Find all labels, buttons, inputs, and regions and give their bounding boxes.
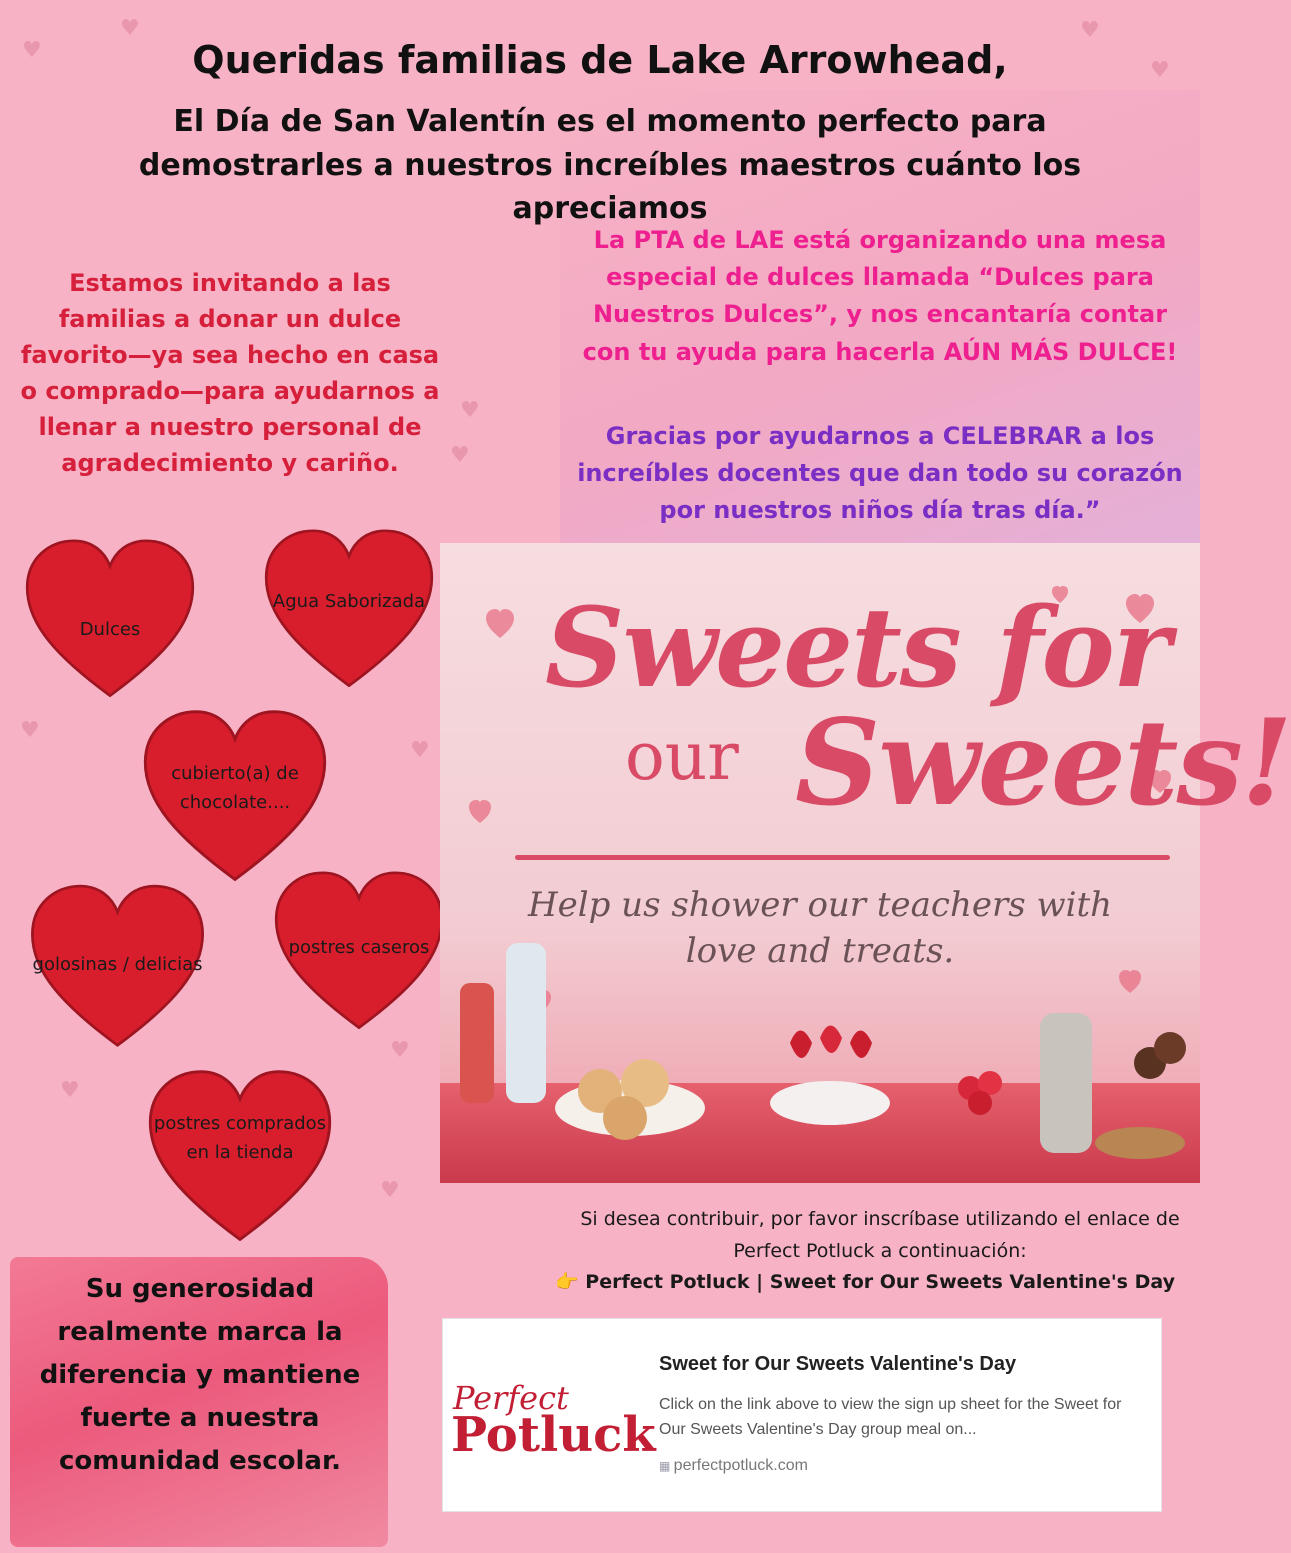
sparkle-heart-icon: ♥ xyxy=(380,1178,400,1203)
heart-label: chocolate.... xyxy=(179,791,291,813)
logo-perfect: Perfect xyxy=(453,1379,569,1417)
heart-label: postres comprados xyxy=(153,1113,327,1134)
heart-postres-comprados xyxy=(140,1060,340,1255)
card-domain xyxy=(659,1457,808,1475)
card-description: Click on the link above to view the sign up sheet for the Sweet for Our Sweets Valentine's Day group meal on... xyxy=(659,1396,1122,1438)
heart-label: Dulces xyxy=(79,619,141,640)
pta-paragraph: La PTA de LAE está organizando una mesa especial de dulces llamada “Dulces para Nuestros Dulces”, y nos encantaría contar con tu ayuda para hacerla AÚN MÁS DULCE! xyxy=(582,226,1178,366)
intro-text: El Día de San Valentín es el momento perfecto para demostrarles a nuestros increíbles maestros cuánto los apreciamos xyxy=(138,104,1082,226)
page-title: Queridas familias de Lake Arrowhead, xyxy=(192,38,1008,82)
logo-potluck: Potluck xyxy=(451,1407,656,1463)
heart-label: en la tienda xyxy=(186,1141,294,1163)
invitation-paragraph: Estamos invitando a las familias a donar un dulce favorito—ya sea hecho en casa o comprado—para ayudarnos a llenar a nuestro personal de agradecimiento y cariño. xyxy=(20,269,440,477)
sparkle-heart-icon: ♥ xyxy=(1150,58,1170,83)
sparkle-heart-icon: ♥ xyxy=(410,738,430,763)
sparkle-heart-icon: ♥ xyxy=(460,398,480,423)
poster-treats-illustration xyxy=(440,543,1200,1183)
card-title[interactable]: Sweet for Our Sweets Valentine's Day xyxy=(659,1353,1017,1375)
poster-subtitle: Help us shower our teachers with love and treats. xyxy=(527,885,1113,971)
sweets-poster xyxy=(440,543,1291,1183)
heart-label: Agua Saborizada xyxy=(272,591,426,612)
closing-message: Su generosidad realmente marca la diferencia y mantiene fuerte a nuestra comunidad escolar. xyxy=(39,1274,361,1476)
sparkle-heart-icon: ♥ xyxy=(450,443,470,468)
card-domain-text: perfectpotluck.com xyxy=(673,1457,808,1474)
sparkle-heart-icon: ♥ xyxy=(22,38,42,63)
link-icon: ▦ xyxy=(659,1459,674,1473)
poster-title-sweets: Sweets! xyxy=(795,693,1291,832)
heart-postres-caseros xyxy=(268,862,450,1042)
sparkle-heart-icon: ♥ xyxy=(1080,18,1100,43)
signup-instructions: Si desea contribuir, por favor inscríbase utilizando el enlace de Perfect Potluck a continuación: xyxy=(580,1208,1180,1263)
sparkle-heart-icon: ♥ xyxy=(60,1078,80,1103)
sparkle-heart-icon: ♥ xyxy=(390,1038,410,1063)
link-preview-card[interactable] xyxy=(442,1318,1162,1512)
thanks-paragraph: Gracias por ayudarnos a CELEBRAR a los increíbles docentes que dan todo su corazón por nuestros niños día tras día.” xyxy=(577,422,1183,525)
poster-title-line1: Sweets for xyxy=(545,583,1169,712)
poster-title-our: our xyxy=(625,718,739,795)
heart-golosinas xyxy=(25,875,210,1060)
sparkle-heart-icon: ♥ xyxy=(120,16,140,41)
heart-label: postres caseros xyxy=(288,937,430,958)
heart-agua-saborizada xyxy=(258,520,440,700)
heart-label: golosinas / delicias xyxy=(32,954,203,975)
signup-link[interactable]: 👉 Perfect Potluck | Sweet for Our Sweets Valentine's Day xyxy=(555,1271,1175,1293)
heart-dulces xyxy=(20,530,200,710)
sparkle-heart-icon: ♥ xyxy=(20,718,40,743)
heart-label: cubierto(a) de xyxy=(171,763,299,784)
